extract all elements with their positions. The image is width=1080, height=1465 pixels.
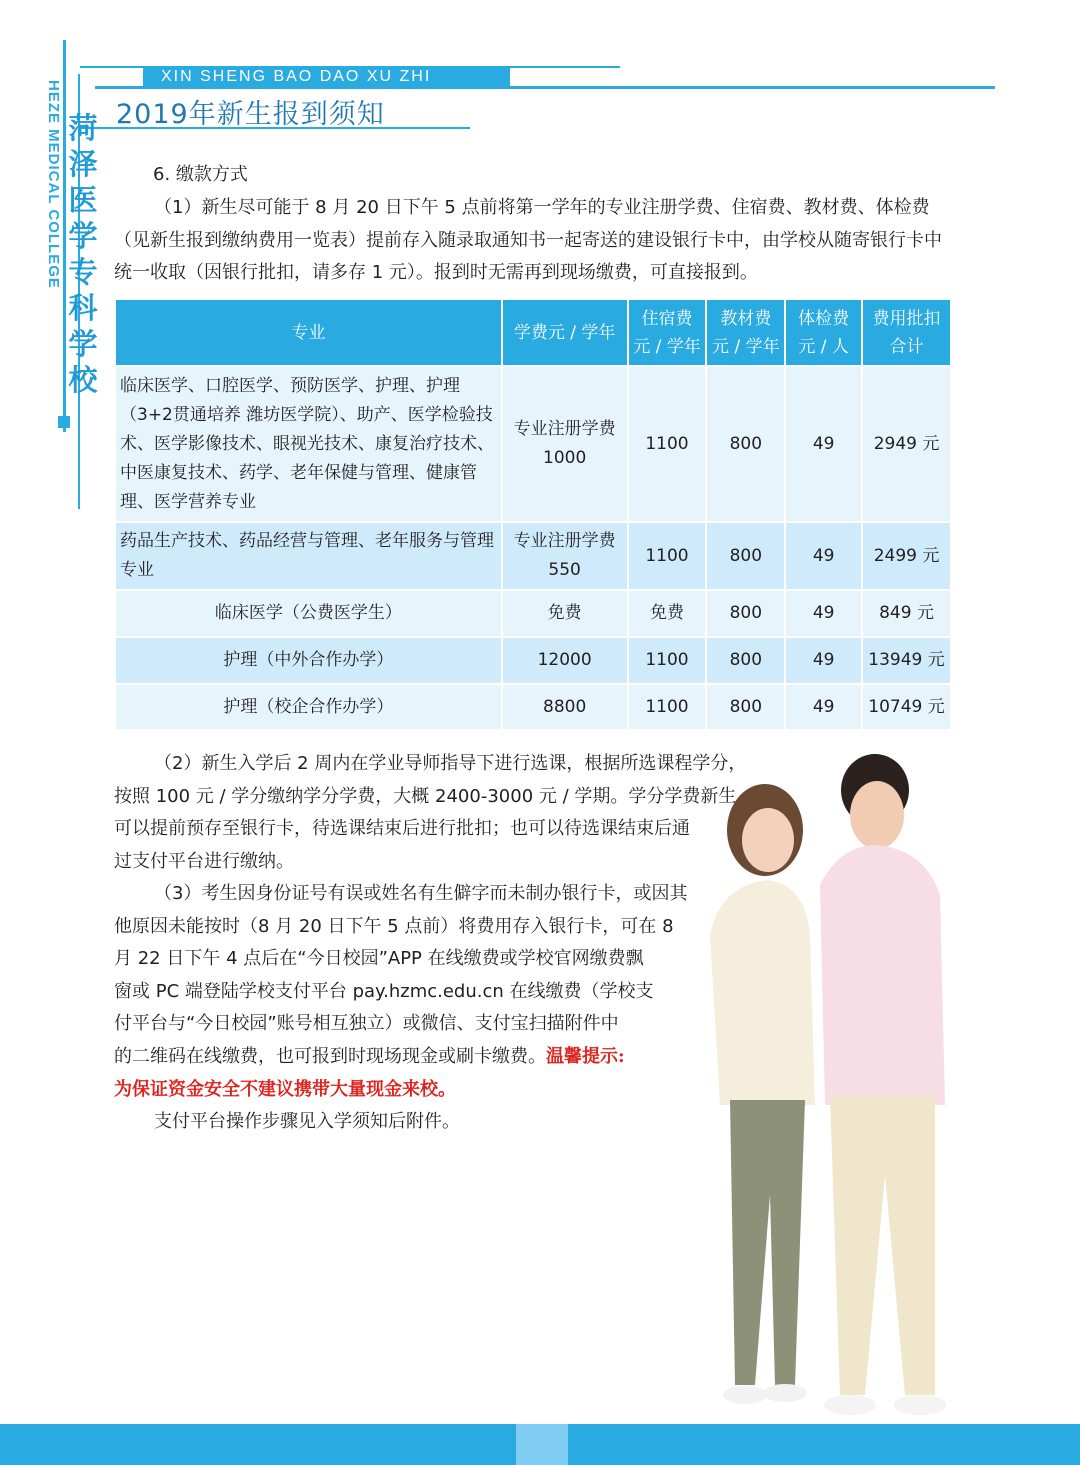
side-square-marker <box>58 416 70 428</box>
cell-exam: 49 <box>785 522 862 590</box>
cell-books: 800 <box>706 522 785 590</box>
table-row <box>115 590 951 637</box>
cell-total: 2499 元 <box>862 522 951 590</box>
side-char: 泽 <box>68 147 98 181</box>
warning-label: 温馨提示: <box>546 1045 625 1067</box>
header-pinyin-band: XIN SHENG BAO DAO XU ZHI <box>143 66 510 88</box>
para-line: 支付平台操作步骤见入学须知后附件。 <box>154 1111 460 1133</box>
cell-major: 临床医学（公费医学生） <box>115 590 502 637</box>
table-row <box>115 366 951 522</box>
cell-housing: 1100 <box>628 684 707 730</box>
students-photo <box>690 745 960 1430</box>
section-heading: 6. 缴款方式 <box>153 164 248 185</box>
cell-exam: 49 <box>785 684 862 730</box>
table-row <box>115 637 951 684</box>
header-total: 费用批扣 合计 <box>862 299 951 366</box>
header-books: 教材费 元 / 学年 <box>706 299 785 366</box>
cell-housing: 免费 <box>628 590 707 637</box>
cell-books: 800 <box>706 366 785 522</box>
side-char: 学 <box>68 219 98 253</box>
cell-tuition: 12000 <box>502 637 628 684</box>
para-line: （3）考生因身份证号有误或姓名有生僻字而未制办银行卡，或因其 <box>154 883 688 904</box>
side-char: 专 <box>68 255 98 289</box>
cell-major: 临床医学、口腔医学、预防医学、护理、护理（3+2贯通培养 潍坊医学院）、助产、医学检验技术、医学影像技术、眼视光技术、康复治疗技术、中医康复技术、药学、老年保健与管理、健康管理、医学营养专业 <box>115 366 502 522</box>
cell-total: 2949 元 <box>862 366 951 522</box>
payment-paragraph-3 <box>114 878 714 1139</box>
side-char: 学 <box>68 327 98 361</box>
cell-total: 10749 元 <box>862 684 951 730</box>
side-char: 科 <box>68 291 98 325</box>
male-student-figure <box>820 754 946 1415</box>
para-line: （2）新生入学后 2 周内在学业导师指导下进行选课，根据所选课程学分， <box>154 753 747 774</box>
cell-major: 护理（校企合作办学） <box>115 684 502 730</box>
cell-housing: 1100 <box>628 522 707 590</box>
side-char: 医 <box>68 183 98 217</box>
header-exam: 体检费 元 / 人 <box>785 299 862 366</box>
side-char: 菏 <box>68 111 98 145</box>
cell-tuition: 8800 <box>502 684 628 730</box>
cell-housing: 1100 <box>628 366 707 522</box>
side-college-name-en: HEZE MEDICAL COLLEGE <box>45 80 62 289</box>
cell-total: 849 元 <box>862 590 951 637</box>
page-title: 2019年新生报到须知 <box>116 99 385 130</box>
payment-paragraph-1: （1）新生尽可能于 8 月 20 日下午 5 点前将第一学年的专业注册学费、住宿费、教材费、体检费（见新生报到缴纳费用一览表）提前存入随录取通知书一起寄送的建设银行卡中，由学校从随寄银行卡中统一收取（因银行批扣，请多存 1 元）。报到时无需再到现场缴费，可直接报到。 <box>114 197 942 284</box>
header-major: 专业 <box>115 299 502 366</box>
fee-table <box>114 298 952 731</box>
table-header-row <box>115 299 951 366</box>
para-line: 可以提前预存至银行卡，待选课结束后进行批扣；也可以待选课结束后通 <box>114 818 690 840</box>
cell-books: 800 <box>706 590 785 637</box>
side-college-name-cn <box>66 110 100 398</box>
cell-books: 800 <box>706 684 785 730</box>
cell-tuition: 免费 <box>502 590 628 637</box>
cell-books: 800 <box>706 637 785 684</box>
cell-tuition: 专业注册学费 1000 <box>502 366 628 522</box>
cell-tuition: 专业注册学费 550 <box>502 522 628 590</box>
side-char: 校 <box>68 363 98 397</box>
cell-housing: 1100 <box>628 637 707 684</box>
cell-major: 护理（中外合作办学） <box>115 637 502 684</box>
para-line: 窗或 PC 端登陆学校支付平台 pay.hzmc.edu.cn 在线缴费（学校支 <box>114 980 654 1002</box>
cell-exam: 49 <box>785 637 862 684</box>
table-row <box>115 684 951 730</box>
table-row <box>115 522 951 590</box>
cell-exam: 49 <box>785 366 862 522</box>
cell-exam: 49 <box>785 590 862 637</box>
para-line: 按照 100 元 / 学分缴纳学分学费，大概 2400-3000 元 / 学期。学分学费新生 <box>114 785 737 807</box>
header-tuition: 学费元 / 学年 <box>502 299 628 366</box>
cell-major: 药品生产技术、药品经营与管理、老年服务与管理专业 <box>115 522 502 590</box>
header-housing: 住宿费 元 / 学年 <box>628 299 707 366</box>
para-line: 他原因未能按时（8 月 20 日下午 5 点前）将费用存入银行卡，可在 8 <box>114 915 674 937</box>
footer-tab <box>516 1424 568 1465</box>
para-line: 的二维码在线缴费，也可报到时现场现金或刷卡缴费。温馨提示: <box>114 1045 625 1067</box>
para-line: 付平台与“今日校园”账号相互独立）或微信、支付宝扫描附件中 <box>114 1013 619 1035</box>
cell-total: 13949 元 <box>862 637 951 684</box>
para-line: 过支付平台进行缴纳。 <box>114 850 294 872</box>
female-student-figure <box>710 784 815 1404</box>
para-line: 月 22 日下午 4 点后在“今日校园”APP 在线缴费或学校官网缴费飘 <box>114 948 644 970</box>
warning-text: 为保证资金安全不建议携带大量现金来校。 <box>114 1078 456 1100</box>
payment-paragraph-2 <box>114 748 774 878</box>
